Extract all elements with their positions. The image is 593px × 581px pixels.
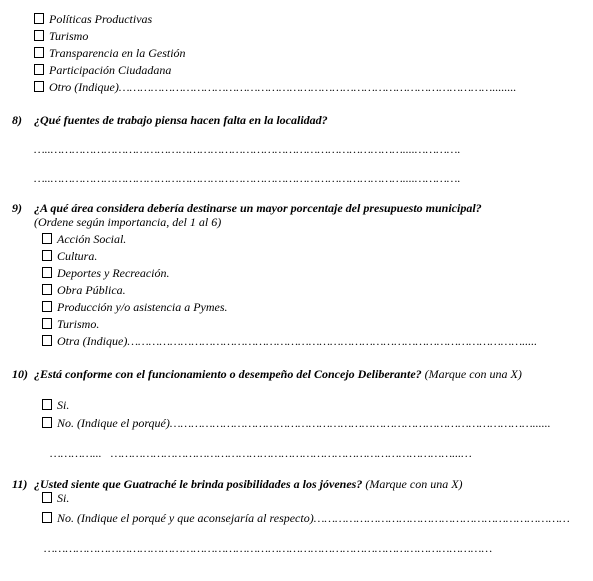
- checkbox[interactable]: [42, 267, 52, 278]
- question-number: 11): [12, 477, 28, 491]
- question-10: [12, 367, 522, 381]
- question-note: (Marque con una X): [365, 477, 463, 491]
- checkbox[interactable]: [42, 318, 52, 329]
- option-label: No. (Indique el porqué): [57, 416, 170, 430]
- option-label: Si.: [57, 491, 70, 505]
- option-label: Turismo.: [57, 317, 100, 331]
- option-label: No. (Indique el porqué y que aconsejaría al respecto): [57, 511, 314, 525]
- question-text: ¿Usted siente que Guatraché le brinda posibilidades a los jóvenes?: [34, 477, 363, 491]
- option-row[interactable]: [42, 283, 126, 297]
- question-9: [12, 201, 482, 215]
- option-row[interactable]: [42, 266, 170, 280]
- option-label: Deportes y Recreación.: [57, 266, 170, 280]
- checkbox[interactable]: [34, 30, 44, 41]
- question-number: 9): [12, 201, 22, 215]
- fill-line[interactable]: ………………………………………………………………………………………………….....: [127, 334, 538, 348]
- checkbox[interactable]: [42, 250, 52, 261]
- checkbox[interactable]: [34, 64, 44, 75]
- option-label: Transparencia en la Gestión: [49, 46, 186, 60]
- question-text: ¿Está conforme con el funcionamiento o desempeño del Concejo Deliberante?: [34, 367, 422, 381]
- option-row-other[interactable]: [34, 80, 516, 94]
- fill-line[interactable]: ……………………………………………………………………………………………........: [118, 80, 517, 94]
- option-label: Participación Ciudadana: [49, 63, 172, 77]
- option-label: Acción Social.: [57, 232, 127, 246]
- checkbox[interactable]: [42, 335, 52, 346]
- answer-line-part[interactable]: ……………………………………………………………………………………...…: [110, 446, 472, 460]
- option-label: Producción y/o asistencia a Pymes.: [57, 300, 228, 314]
- checkbox[interactable]: [34, 47, 44, 58]
- question-note: (Marque con una X): [424, 367, 522, 381]
- question-number: 10): [12, 367, 28, 381]
- question-11: [12, 477, 463, 491]
- option-row[interactable]: [34, 63, 171, 77]
- option-label: Otro (Indique): [49, 80, 119, 94]
- question-text: ¿Qué fuentes de trabajo piensa hacen falta en la localidad?: [34, 113, 328, 127]
- checkbox[interactable]: [34, 13, 44, 24]
- question-subtext: (Ordene según importancia, del 1 al 6): [34, 215, 222, 229]
- fill-line[interactable]: …………………………………………………………………………………………......: [169, 416, 551, 430]
- checkbox[interactable]: [42, 284, 52, 295]
- option-row-other[interactable]: [42, 334, 537, 348]
- checkbox[interactable]: [42, 301, 52, 312]
- option-yes[interactable]: [42, 491, 69, 505]
- question-text: ¿A qué área considera debería destinarse un mayor porcentaje del presupuesto municipal?: [34, 201, 482, 215]
- option-yes[interactable]: [42, 398, 69, 412]
- option-label: Cultura.: [57, 249, 98, 263]
- answer-line[interactable]: [50, 446, 472, 460]
- option-row[interactable]: [34, 12, 152, 26]
- option-no[interactable]: [42, 511, 570, 525]
- checkbox[interactable]: [42, 399, 52, 410]
- option-row[interactable]: [34, 46, 186, 60]
- option-row[interactable]: [42, 317, 99, 331]
- option-label: Obra Pública.: [57, 283, 126, 297]
- option-label: Políticas Productivas: [49, 12, 153, 26]
- option-row[interactable]: [42, 300, 228, 314]
- question-8: [12, 113, 328, 127]
- option-row[interactable]: [42, 232, 126, 246]
- option-row[interactable]: [42, 249, 97, 263]
- answer-line[interactable]: …..………………………………………………………………………………………....………….: [34, 171, 461, 185]
- checkbox[interactable]: [42, 512, 52, 523]
- checkbox[interactable]: [42, 417, 52, 428]
- option-label: Otra (Indique): [57, 334, 128, 348]
- answer-line[interactable]: …..………………………………………………………………………………………....………….: [34, 142, 461, 156]
- option-label: Si.: [57, 398, 70, 412]
- option-row[interactable]: [34, 29, 88, 43]
- checkbox[interactable]: [34, 81, 44, 92]
- checkbox[interactable]: [42, 492, 52, 503]
- option-label: Turismo: [49, 29, 89, 43]
- answer-line[interactable]: ………………………………………………………………………………………………………………: [44, 541, 493, 555]
- answer-line-part[interactable]: …………...: [50, 446, 102, 460]
- checkbox[interactable]: [42, 233, 52, 244]
- question-number: 8): [12, 113, 22, 127]
- fill-line[interactable]: ………………………………………………………………: [313, 511, 570, 525]
- option-no[interactable]: [42, 416, 551, 430]
